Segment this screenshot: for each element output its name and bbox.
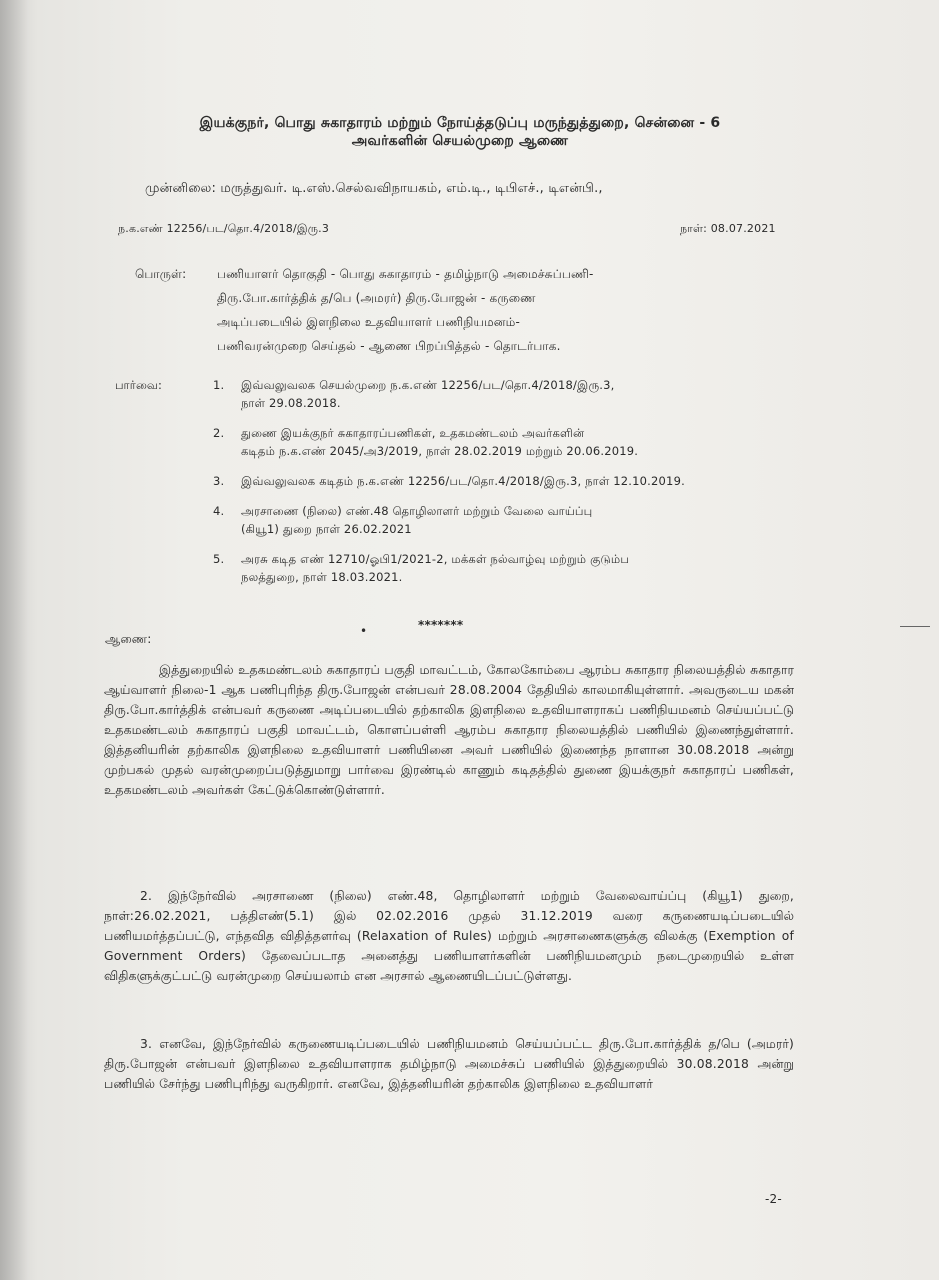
- reference-item: [213, 376, 685, 412]
- reference-line: (கியூ1) துறை நாள் 26.02.2021: [241, 522, 412, 536]
- subject-line: பணியாளர் தொகுதி - பொது சுகாதாரம் - தமிழ்நாடு அமைச்சுப்பணி-: [217, 267, 594, 281]
- paragraph-2: 2. இந்நேர்வில் அரசாணை (நிலை) எண்.48, தொழிலாளர் மற்றும் வேலைவாய்ப்பு (கியூ1) துறை, நாள்:26.02.2021, பத்திஎண்(5.1) இல் 02.02.2016 முதல் 31.12.2019 வரை கருணையடிப்படையில் பணியமர்த்தப்பட்டு, எந்தவித விதித்தளர்வு (Relaxation of Rules) மற்றும் அரசாணைகளுக்கு விலக்கு (Exemption of Government Orders) தேவைப்படாத அனைத்து பணியாளர்களின் பணிநியமனமும் நடைமுறையில் உள்ள விதிகளுக்குட்பட்டு வரன்முறை செய்யலாம் என அரசால் ஆணையிடப்பட்டுள்ளது.: [104, 889, 794, 983]
- separator-stars: *******: [418, 618, 464, 632]
- document-header: [110, 114, 810, 150]
- reference-item: [213, 502, 685, 538]
- subject-line: திரு.போ.கார்த்திக் த/பெ (அமரர்) திரு.போஜன் - கருணை: [217, 291, 536, 305]
- reference-number: 5.: [213, 552, 225, 566]
- reference-line: அரசாணை (நிலை) எண்.48 தொழிலாளர் மற்றும் வேலை வாய்ப்பு: [241, 504, 593, 518]
- subject-line: அடிப்படையில் இளநிலை உதவியாளர் பணிநியமனம்-: [217, 315, 521, 329]
- subject-body: [217, 262, 594, 358]
- page-number: -2-: [765, 1192, 782, 1206]
- header-line-1: இயக்குநர், பொது சுகாதாரம் மற்றும் நோய்த்தடுப்பு மருந்துத்துறை, சென்னை - 6: [199, 115, 721, 131]
- order-title: ஆணை:: [105, 632, 152, 646]
- reference-line: அரசு கடித எண் 12710/ஓபி1/2021-2, மக்கள் நல்வாழ்வு மற்றும் குடும்ப: [241, 552, 630, 566]
- reference-number: 1.: [213, 378, 225, 392]
- reference-item: [213, 550, 685, 586]
- references-label: பார்வை:: [115, 378, 163, 392]
- reference-line: இவ்வலுவலக கடிதம் ந.க.எண் 12256/பட/தொ.4/2018/இரு.3, நாள் 12.10.2019.: [241, 474, 685, 488]
- reference-line: இவ்வலுவலக செயல்முறை ந.க.எண் 12256/பட/தொ.4/2018/இரு.3,: [241, 378, 615, 392]
- reference-line: நலத்துறை, நாள் 18.03.2021.: [241, 570, 403, 584]
- subject-line: பணிவரன்முறை செய்தல் - ஆணை பிறப்பித்தல் - தொடர்பாக.: [217, 339, 561, 353]
- subject-label: பொருள்:: [135, 267, 187, 281]
- header-line-2: அவர்களின் செயல்முறை ஆணை: [351, 133, 569, 149]
- stray-mark: •: [360, 624, 368, 638]
- scan-edge-mark: [900, 626, 930, 627]
- reference-item: [213, 472, 685, 490]
- reference-line: துணை இயக்குநர் சுகாதாரப்பணிகள், உதகமண்டலம் அவர்களின்: [241, 426, 585, 440]
- reference-number: 4.: [213, 504, 225, 518]
- order-date: நாள்: 08.07.2021: [680, 222, 776, 235]
- reference-line: கடிதம் ந.க.எண் 2045/அ3/2019, நாள் 28.02.2019 மற்றும் 20.06.2019.: [241, 444, 639, 458]
- paragraph-1: இத்துறையில் உதகமண்டலம் சுகாதாரப் பகுதி மாவட்டம், கோலகோம்பை ஆரம்ப சுகாதார நிலையத்தில் சுகாதார ஆய்வாளர் நிலை-1 ஆக பணிபுரிந்த திரு.போஜன் என்பவர் 28.08.2004 தேதியில் காலமாகியுள்ளார். அவருடைய மகன் திரு.போ.கார்த்திக் என்பவர் கருணை அடிப்படையில் தற்காலிக இளநிலை உதவியாளராகப் பணிநியமனம் செய்யப்பட்டு உதகமண்டலம் சுகாதாரப் பகுதி மாவட்டம், கொளப்பள்ளி ஆரம்ப சுகாதார நிலையத்தில் பணியில் இணைந்துள்ளார். இத்தனியரின் தற்காலிக இளநிலை உதவியாளர் பணியினை அவர் பணியில் இணைந்த நாளான 30.08.2018 அன்று முற்பகல் முதல் வரன்முறைப்படுத்துமாறு பார்வை இரண்டில் காணும் கடிதத்தில் துணை இயக்குநர் சுகாதாரப் பணிகள், உதகமண்டலம் அவர்கள் கேட்டுக்கொண்டுள்ளார்.: [104, 663, 794, 797]
- reference-line: நாள் 29.08.2018.: [241, 396, 341, 410]
- presence-line: முன்னிலை: மருத்துவர். டி.எஸ்.செல்வவிநாயகம், எம்.டி., டிபிஎச்., டிஎன்பி.,: [145, 181, 603, 196]
- reference-number: 3.: [213, 474, 225, 488]
- order-number: ந.க.எண் 12256/பட/தொ.4/2018/இரு.3: [118, 222, 330, 235]
- paragraph-3: 3. எனவே, இந்நேர்வில் கருணையடிப்படையில் பணிநியமனம் செய்யப்பட்ட திரு.போ.கார்த்திக் த/பெ (அமரர்) திரு.போஜன் என்பவர் இளநிலை உதவியாளராக தமிழ்நாடு அமைச்சுப் பணியில் இத்துறையில் 30.08.2018 அன்று பணியில் சேர்ந்து பணிபுரிந்து வருகிறார். எனவே, இத்தனியரின் தற்காலிக இளநிலை உதவியாளர்: [104, 1037, 794, 1091]
- references-list: [213, 376, 685, 598]
- reference-item: [213, 424, 685, 460]
- reference-number: 2.: [213, 426, 225, 440]
- scan-shadow: [0, 0, 28, 1280]
